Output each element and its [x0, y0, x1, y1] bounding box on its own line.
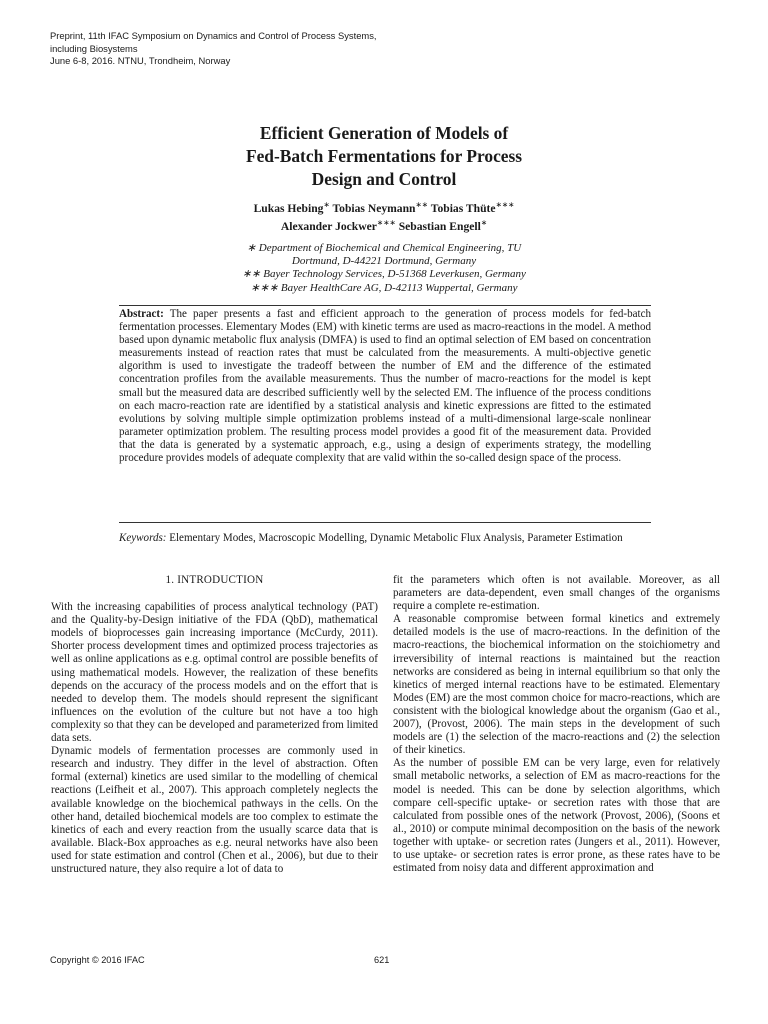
affiliation-line: ∗∗∗ Bayer HealthCare AG, D-42113 Wuppertal, Germany [250, 281, 518, 294]
title-line-3: Design and Control [311, 169, 457, 189]
author-mark: ∗∗∗ [376, 218, 396, 228]
author-mark: ∗ [323, 200, 330, 209]
author-mark: ∗∗∗ [495, 200, 515, 209]
author-name: Lukas Hebing [253, 201, 324, 215]
section-heading: 1. INTRODUCTION [165, 574, 264, 586]
right-column [393, 574, 720, 875]
abstract [119, 308, 651, 465]
author-list [150, 198, 618, 235]
page-number: 621 [374, 955, 390, 965]
author-mark: ∗ [480, 218, 488, 228]
author-line-1 [150, 198, 618, 216]
author-line-2 [150, 216, 618, 234]
header-line-1: Preprint, 11th IFAC Symposium on Dynamics and Control of Process Systems, [50, 30, 377, 41]
author-name: Alexander Jockwer [280, 220, 377, 234]
paragraph: With the increasing capabilities of process analytical technology (PAT) and the Quality-by-Design initiative of the FDA (QbD), mathematical models of bioprocesses gain increasing importance (McCurdy, 2011). Shorter process development times and optimized process trajectories as well as online applications as e.g. optimal control are possible benefits of using mathematical models. However, the realization of these benefits depends on the accuracy of the process models and on the effort that is needed to develop them. The models should represent the significant influences on the evolution of the culture but not have a too high complexity so that they can be developed and parameterized from limited data sets. [51, 601, 378, 745]
copyright: Copyright © 2016 IFAC [50, 955, 145, 965]
author-name: Tobias Thüte [430, 201, 496, 215]
title-line-1: Efficient Generation of Models of [259, 123, 509, 143]
keywords [119, 532, 651, 545]
paragraph: Dynamic models of fermentation processes are commonly used in research and industry. They differ in the level of abstraction. Often formal (external) kinetics are used similar to the modelling of chemical reactions (Leifheit et al., 2007). This approach completely neglects the available knowledge on the biochemical pathways in the cells. On the other hand, detailed biochemical models are too complex to estimate the kinetics of each and every reaction from the usually scarce data that is available. Black-Box approaches as e.g. neural networks have also been used for state estimation and control (Chen et al., 2006), but due to their unstructured nature, they also require a lot of data to [51, 745, 378, 875]
abstract-text: The paper presents a fast and efficient approach to the generation of process models for fed-batch fermentation processes. Elementary Modes (EM) with kinetic terms are used as macro-reactions in the model. A method based upon dynamic metabolic flux analysis (DMFA) is used to find an optimal selection of EM based on concentration measurements instead of reaction rates that must be calculated from the measurements. A multi-objective genetic algorithm is used to investigate the tradeoff between the number of EM and the difference of the estimated concentration profiles from the available measurements. Thus the number of macro-reactions for the model is kept small but the measured data are described sufficiently well by the selected EM. The influence of the process conditions on each macro-reaction rate are identified by a statistical analysis and kinetic expressions are fitted to the estimated evolutions by solving multiple simple optimization problems instead of a multi-dimensional large-scale nonlinear parameter optimization problem. The resulting process model provides a good fit of the measurement data. Provided that the data is generated by a systematic approach, e.g., using a design of experiments strategy, the modelling procedure provides models of adequate complexity that are valid within the so-called design space of the process. [119, 308, 651, 465]
author-mark: ∗∗ [415, 200, 429, 209]
header-line-3: June 6-8, 2016. NTNU, Trondheim, Norway [50, 55, 231, 66]
abstract-top-rule [119, 305, 651, 306]
paragraph: fit the parameters which often is not available. Moreover, as all parameters are data-dependent, even small changes of the organisms require a complete re-estimation. [393, 574, 720, 613]
affiliation-line: ∗ Department of Biochemical and Chemical Engineering, TU [246, 242, 522, 254]
keywords-text: Elementary Modes, Macroscopic Modelling, Dynamic Metabolic Flux Analysis, Parameter Estimation [169, 532, 623, 544]
keywords-label: Keywords: [119, 532, 167, 544]
paper-title [150, 122, 618, 191]
abstract-label: Abstract: [119, 308, 164, 320]
left-column [51, 574, 378, 876]
paragraph: As the number of possible EM can be very large, even for relatively small metabolic networks, a selection of EM as macro-reactions for the model is needed. This can be done by selection algorithms, which compare cell-specific uptake- or secretion rates with those that are calculated from possible ones of the network (Provost, 2006), (Soons et al., 2010) or compute minimal decomposition on the basis of the nework together with uptake- or secretion rates (Jungers et al., 2011). However, to use uptake- or secretion rates is error prone, as these rates have to be estimated from noisy data and different approximation and [393, 757, 720, 875]
affiliation-line: Dortmund, D-44221 Dortmund, Germany [291, 255, 477, 268]
paragraph: A reasonable compromise between formal kinetics and extremely detailed models is the use of macro-reactions. In the definition of the macro-reactions, the biochemical information on the stoichiometry and irreversibility of internal reactions is maintained but the reaction networks are considered as being in internal equilibrium so that only the kinetics of merged internal reactions have to be estimated. Elementary Modes (EM) are the most common choice for macro-reactions, which are consistent with the biological knowledge about the organism (Gao et al., 2007), (Provost, 2006). The main steps in the development of such models are (1) the selection of the macro-reactions and (2) the selection of their kinetics. [393, 613, 720, 757]
author-name: Tobias Neymann [332, 201, 416, 215]
preprint-header [50, 30, 377, 68]
affiliation-line: ∗∗ Bayer Technology Services, D-51368 Leverkusen, Germany [242, 268, 526, 281]
author-name: Sebastian Engell [398, 220, 481, 234]
affiliations [150, 242, 618, 295]
title-line-2: Fed-Batch Fermentations for Process [245, 146, 523, 166]
header-line-2: including Biosystems [50, 42, 138, 54]
abstract-bottom-rule [119, 522, 651, 523]
